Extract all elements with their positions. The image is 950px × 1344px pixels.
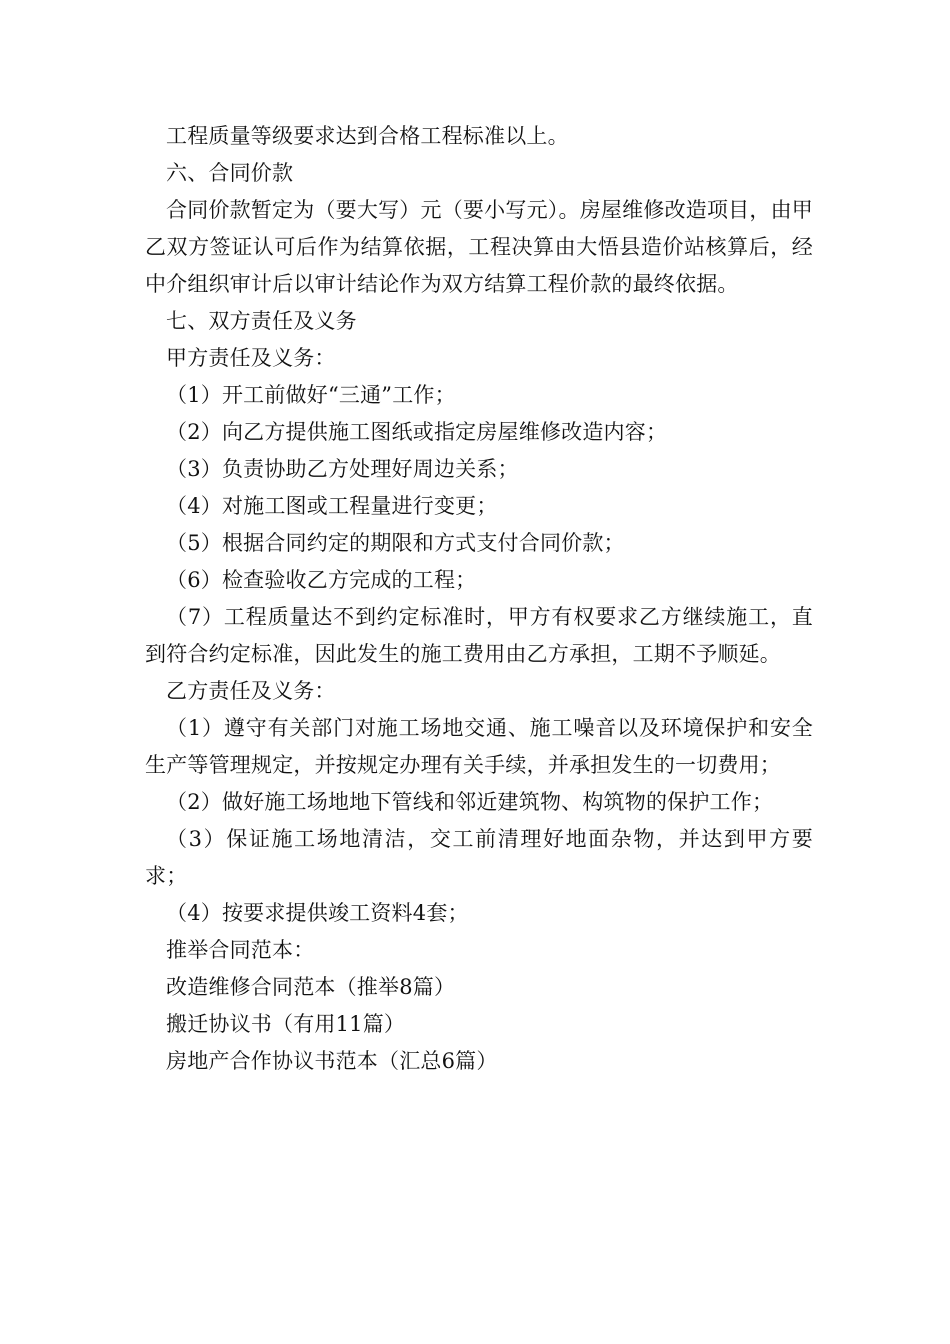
party-a-item-5: （5）根据合同约定的期限和方式支付合同价款； — [166, 531, 625, 555]
party-b-item-1: （1）遵守有关部门对施工场地交通、施工噪音以及环境保护和安全生产等管理规定，并按规定办理有关手续，并承担发生的一切费用； — [145, 716, 813, 777]
party-a-item-1: （1）开工前做好“三通”工作； — [166, 383, 456, 407]
subheading-party-b: 乙方责任及义务： — [166, 679, 336, 703]
document-body — [145, 118, 813, 1080]
recommended-template-2: 搬迁协议书（有用11篇） — [166, 1012, 406, 1036]
paragraph-quality-standard: 工程质量等级要求达到合格工程标准以上。 — [166, 124, 569, 148]
party-a-item-2: （2）向乙方提供施工图纸或指定房屋维修改造内容； — [166, 420, 668, 444]
subheading-party-a: 甲方责任及义务： — [166, 346, 336, 370]
recommended-template-1: 改造维修合同范本（推举8篇） — [166, 975, 456, 999]
recommended-templates-heading: 推举合同范本： — [166, 938, 315, 962]
paragraph-contract-price: 合同价款暂定为（要大写）元（要小写元）。房屋维修改造项目，由甲乙双方签证认可后作为结算依据，工程决算由大悟县造价站核算后，经中介组织审计后以审计结论作为双方结算工程价款的最终依据。 — [145, 198, 813, 296]
section-heading-responsibilities: 七、双方责任及义务 — [166, 309, 357, 333]
party-a-item-4: （4）对施工图或工程量进行变更； — [166, 494, 498, 518]
party-a-item-7: （7）工程质量达不到约定标准时，甲方有权要求乙方继续施工，直到符合约定标准，因此发生的施工费用由乙方承担，工期不予顺延。 — [145, 605, 813, 666]
party-b-item-3: （3）保证施工场地清洁，交工前清理好地面杂物，并达到甲方要求； — [145, 827, 813, 888]
party-b-item-4: （4）按要求提供竣工资料4套； — [166, 901, 469, 925]
party-b-item-2: （2）做好施工场地地下管线和邻近建筑物、构筑物的保护工作； — [166, 790, 774, 814]
recommended-template-3: 房地产合作协议书范本（汇总6篇） — [166, 1049, 498, 1073]
party-a-item-6: （6）检查验收乙方完成的工程； — [166, 568, 477, 592]
section-heading-contract-price: 六、合同价款 — [166, 161, 294, 185]
party-a-item-3: （3）负责协助乙方处理好周边关系； — [166, 457, 519, 481]
